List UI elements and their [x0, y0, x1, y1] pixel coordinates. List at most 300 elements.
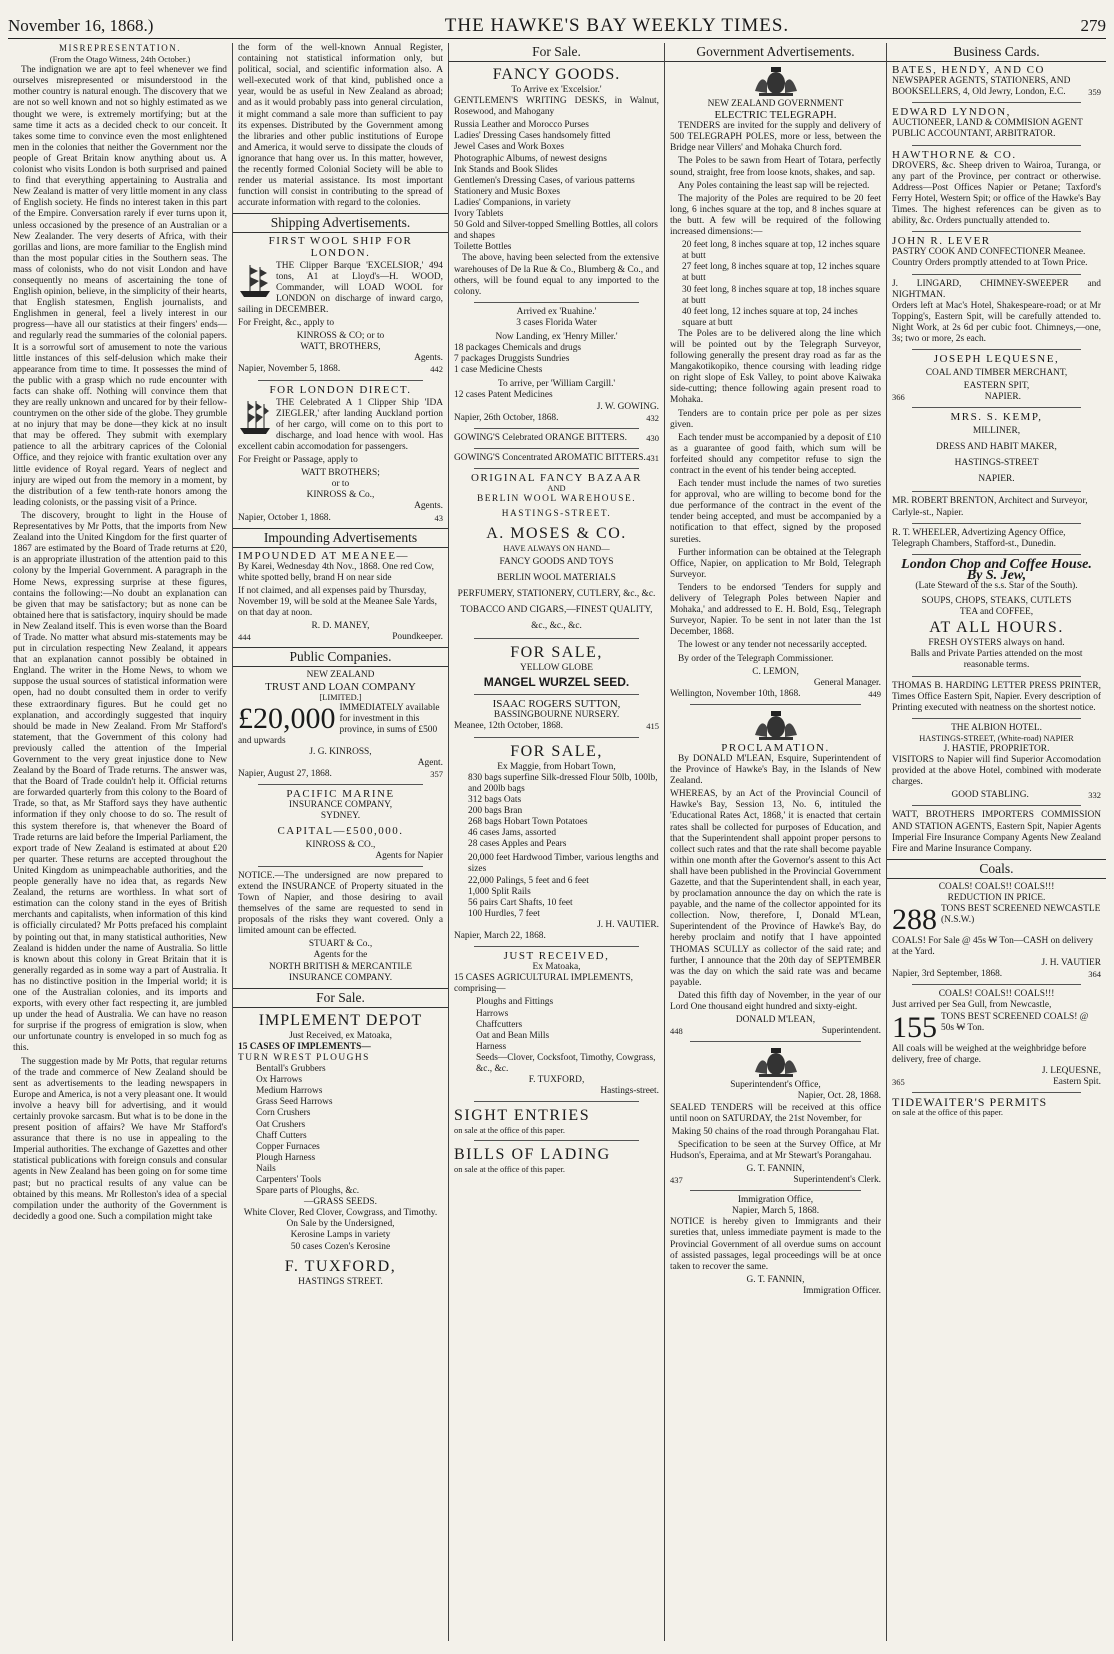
signature-title: Superintendent's Clerk. — [793, 1175, 881, 1186]
card-body: NAPIER. — [984, 392, 1021, 403]
ad-paragraph: Specification to be seen at the Survey Office, at Mr Hudson's, Eperaima, and at Mr Stewart's Porangahau. — [670, 1139, 881, 1161]
list-item: Oat and Bean Mills — [476, 1030, 550, 1041]
card-body: PASTRY COOK AND CONFECTIONER Meanee. Country Orders promptly attended to at Town Price. — [892, 247, 1088, 269]
list-item: Harness — [476, 1041, 507, 1052]
pacific-marine-ad — [238, 789, 443, 862]
agent-line: Agents. — [414, 353, 443, 364]
card-body: MILLINER, — [972, 426, 1021, 437]
impound-ad — [238, 551, 443, 644]
ad-date: Napier, October 1, 1868. — [238, 512, 331, 523]
ad-line: Superintendent's Office, — [730, 1080, 821, 1091]
list-item: 40 feet long, 12 inches square at top, 24 inches square at butt — [682, 306, 858, 328]
royal-crest-icon — [751, 709, 801, 741]
impound-title: IMPOUNDED AT MEANEE— — [238, 549, 409, 562]
list-item: Photographic Albums, of newest designs — [454, 153, 607, 164]
signature: R. D. MANEY, — [311, 621, 370, 632]
orange-bitters-ad — [454, 433, 659, 444]
card-body: DRESS AND HABIT MAKER, — [936, 442, 1057, 453]
ad-number: 442 — [430, 364, 443, 375]
list-item: Toilette Bottles — [454, 242, 512, 253]
business-card — [892, 236, 1101, 269]
ad-line: HASTINGS-STREET, (White-road) NAPIER — [919, 733, 1074, 743]
impounding-heading: Impounding Advertisements — [233, 528, 448, 548]
ad-line: YELLOW GLOBE — [520, 663, 593, 674]
ad-subtitle: [LIMITED.] — [319, 692, 362, 702]
insurance-notice — [238, 871, 443, 984]
fancy-bazaar-ad — [454, 473, 659, 634]
immigration-notice-ad — [670, 1195, 881, 1297]
ad-date: Napier, August 27, 1868. — [238, 769, 332, 780]
ad-date: Napier, March 5, 1868. — [731, 1206, 820, 1217]
signature-title: Immigration Officer. — [803, 1285, 881, 1296]
signature-address: Eastern Spit. — [1053, 1076, 1101, 1087]
ad-title: NEW ZEALAND — [306, 670, 375, 681]
ad-line: on sale at the office of this paper. — [454, 1126, 566, 1136]
ad-intro: Just Received, ex Matoaka, — [289, 1030, 392, 1041]
agent-line: KINROSS & CO., — [305, 839, 376, 850]
ad-title: BILLS OF LADING — [454, 1146, 611, 1164]
list-item: 7 packages Druggists Sundries — [454, 354, 570, 365]
signature-title: General Manager. — [813, 677, 881, 688]
ad-title: IMPLEMENT DEPOT — [258, 1011, 423, 1029]
card-name: HAWTHORNE & CO. — [892, 148, 1017, 161]
wheeler-card: R. T. WHEELER, Advertizing Agency Office, Telegraph Chambers, Stafford-st., Dunedin. — [892, 527, 1066, 549]
ad-paragraph: SEALED TENDERS will be received at this office until noon on SATURDAY, the 21st November, for — [670, 1102, 881, 1124]
for-sale-heading: For Sale. — [449, 43, 664, 62]
ad-date: Napier, November 5, 1868. — [238, 364, 341, 375]
signature: NORTH BRITISH & MERCANTILE — [269, 961, 412, 972]
ad-date: Meanee, 12th October, 1868. — [454, 721, 563, 732]
tidewaiter-permits-ad — [892, 1094, 1101, 1118]
ad-title: SIGHT ENTRIES — [454, 1107, 591, 1125]
list-item: Ivory Tablets — [454, 209, 504, 220]
ad-title: FOR SALE, — [510, 742, 603, 760]
article-paragraph: The discovery, brought to light in the House of Representatives by Mr Potts, that the imports from New Zealand into the United Kingdom for the first quarter of 1867 are estimated by the Board of Trade returns at £20, is an appropriate illustration of the attention paid to this colony by the Imperial Government. A paragraph in the Home News, expressing surprise at these figures, contains the following:—No doubt an explanation can be given that may be satisfactory; but as none can be obtained here that is satisfactory, inquiry should be made in New Zealand itself. This is even worse than the Board of Trade. No matter what absurd mis-statements may be put in circulation respecting New Zealand, it appears that an explanation cannot possibly be obtained in England. The writer in the Home News, to whom we suppose the usual sources of statistical information were open, had no doubt consulted them in order to verify these extraordinary figures. But he could get no explanation, and accordingly suggested that inquiry should be made in New Zealand. From Mr Stafford's statement, that the Government of this colony had previously called the attention of the Imperial Government to the very great injustice done to New Zealand by the Board of Trade returns. The answer was, that the Board of Trade couldn't help it. Official returns are forwarded quarterly from this colony to the Board of Trade, so that, as Mr Stafford says they have authentic information if they only choose to do so. The result of this system therefore is, that whenever the Board of Trade returns are laid before the Imperial Parliament, the export trade of New Zealand is estimated at about £20 per quarter. These returns are accepted throughout the United Kingdom as unimpeachable authorities, and the people generally have no idea that, as regards New Zealand, the returns are worthless. In what sort of estimation can the colony stand in the eyes of British merchants and capitalists, when information of this kind is officially circulated? Mr Potts prefaced his complaint by pointing out that, in many statistical authorities, New Zealand is hidden under the name of Australia. So little is known about this colony in Great Britain that it is generally regarded as in some way a part of Australia. It has no distinctive position in the Imperial world; it is one of the Australian colonies, and its imports and exports, with every other fact respecting it, are jumbled up under the head of Australia. We can have no reason for surprise if the progress of emigration is slow, when our unfortunate country is enveloped in so much fog as this. — [13, 510, 227, 1054]
ad-number: 366 — [892, 392, 905, 403]
government-heading: Government Advertisements. — [665, 43, 886, 62]
agent-line: Agents. — [414, 501, 443, 512]
article-paragraph: The suggestion made by Mr Potts, that regular returns of the trade and commerce of New Zealand should be sent as advertisements to the leading newspapers in Europe and America, is not a very pleasant one. It would involve a heavy bill for advertising, and it would certainly provoke sarcasm. But what is to be done in the present position of affairs? We have Mr Stafford's assurance that there is no use in appealing to the Imperial authorities. The exchange of Gazettes and other statistical publications with foreign consuls and consular agents in New Zealand has been going on for some time past; but no practical results of any value can be obtained by this means. Mr Rolleston's idea of a special compilation under the authority of the Government is decidedly a good one. Such a compilation might take — [13, 1056, 227, 1222]
card-name: EDWARD LYNDON, — [892, 106, 1011, 119]
coals-ad — [892, 882, 1101, 1088]
ad-paragraph: VISITORS to Napier will find Superior Accomodation provided at the above Hotel, combined with moderate charges. — [892, 755, 1101, 788]
mangel-seed-ad — [454, 643, 659, 732]
ad-body: 15 CASES AGRICULTURAL IMPLEMENTS, comprising— — [454, 973, 634, 995]
ad-paragraph: The Poles to be sawn from Heart of Totara, perfectly sound, straight, free from loose knots, shakes, and sap. — [670, 156, 881, 178]
ad-line: White Clover, Red Clover, Cowgrass, and Timothy. — [243, 1208, 438, 1219]
ad-line: AND — [547, 484, 566, 493]
list-item: 100 Hurdles, 7 feet — [468, 908, 540, 919]
ad-title: NEW ZEALAND GOVERNMENT — [707, 99, 844, 109]
ad-line: COALS! COALS!! COALS!!! — [938, 989, 1055, 1000]
ad-line: on sale at the office of this paper. — [454, 1165, 566, 1175]
list-item: 50 Gold and Silver-topped Smelling Bottles, all colors and shapes — [454, 220, 658, 242]
ad-title: ORIGINAL FANCY BAZAAR — [470, 471, 643, 484]
ad-date: Napier, 3rd September, 1868. — [892, 969, 1003, 980]
just-received-ad — [454, 951, 659, 1097]
signature: J. LEQUESNE, — [1041, 1065, 1101, 1076]
list-item: Chaffcutters — [476, 1019, 523, 1030]
ad-number: 359 — [1088, 87, 1101, 98]
signature: G. T. FANNIN, — [746, 1274, 805, 1285]
column-2 — [233, 43, 449, 1641]
vautier-for-sale-ad — [454, 742, 659, 943]
agent-line: WATT BROTHERS; — [301, 468, 380, 479]
issue-date: November 16, 1868.) — [8, 16, 154, 35]
list-item: 200 bags Bran — [468, 805, 523, 816]
ad-line: 50 cases Cozen's Kerosine — [290, 1241, 391, 1252]
card-body: Orders left at Mac's Hotel, Shakespeare-road; or at Mr Topping's, Eastern Spit, will be carefully attended to. Night Work, at 2s 6d per cubic foot. Chimneys,—one, 3s; two or more, 2s each. — [892, 300, 1101, 344]
sealed-tenders-ad — [670, 1080, 881, 1186]
list-item: Copper Furnaces — [256, 1141, 320, 1152]
signature: J. H. VAUTIER. — [597, 919, 659, 930]
ad-title: MANGEL WURZEL SEED. — [483, 675, 630, 690]
signature: INSURANCE COMPANY. — [288, 972, 393, 983]
ad-line: BASSINGBOURNE NURSERY. — [493, 710, 620, 721]
ad-line: Ex Maggie, from Hobart Town, — [497, 761, 616, 772]
ad-line: On Sale by the Undersigned, — [286, 1219, 395, 1230]
card-body: DROVERS, &c. Sheep driven to Wairoa, Turanga, or any part of the Province, per contract or otherwise. Address—Post Offices Napier or Petane; Taxford's Ferry Hotel, Western Spit; or office of the Hawke's Bay Times. The highest references can be given as to ability, &c. Orders punctually attended to. — [892, 160, 1101, 227]
ship-icon — [238, 261, 272, 299]
ad-number: 449 — [868, 688, 881, 699]
agent-line: KINROSS & Co., — [306, 490, 375, 501]
list-item: 28 cases Apples and Pears — [468, 839, 567, 850]
telegraph-tender-ad — [670, 99, 881, 700]
list-item: Corn Crushers — [256, 1108, 311, 1119]
ad-paragraph: COALS! For Sale @ 45s ₩ Ton—CASH on delivery at the Yard. — [892, 935, 1094, 958]
card-name: J. LINGARD, CHIMNEY-SWEEPER and NIGHTMAN. — [892, 278, 1101, 300]
ad-body: GENTLEMEN'S WRITING DESKS, in Walnut, Rosewood, and Mahogany — [454, 96, 659, 118]
list-item: BERLIN WOOL MATERIALS — [497, 573, 616, 584]
ad-title: TIDEWAITER'S PERMITS — [892, 1094, 1048, 1109]
ad-line: REDUCTION IN PRICE. — [947, 892, 1046, 903]
amount: £20,000 — [238, 701, 336, 735]
column-3 — [449, 43, 665, 1641]
ad-number: 364 — [1088, 969, 1101, 980]
ad-line: Arrived ex 'Ruahine.' — [516, 306, 597, 317]
page-number: 279 — [1080, 16, 1106, 35]
ad-paragraph: Any Poles containing the least sap will be rejected. — [678, 180, 870, 191]
ad-paragraph: The lowest or any tender not necessarily accepted. — [678, 640, 867, 651]
ad-title: JUST RECEIVED, — [503, 950, 610, 963]
list-item: 312 bags Oats — [468, 794, 522, 805]
ad-paragraph: Tenders are to contain price per pole as per sizes given. — [670, 408, 881, 430]
list-item: Medium Harrows — [256, 1086, 323, 1097]
article-paragraph: The indignation we are apt to feel whenever we find ourselves misrepresented or misunderstood in the mother country is natural enough. The discovery that we are not so well known and not so highly estimated as we thought we were, is extremely mortifying; but at the same time it acts as a decided check to our conceit. It takes some time to convince even the most enlightened men in the colonies that neither the Government nor the people of Great Britain know anything about us. A colonist who visits London is both surprised and pained to find that everything appertaining to Australia and New Zealand is matter of very little moment in any class of English society. He finds no interest taken in this part of the Empire. Conversation rarely if ever turns upon it, unless occasioned by the presence of an Australian or a New Zealander. The very deserts of Africa, with their gorillas and lions, are more familiar to the English mind than the most popular cities in the Southern seas. The mass of colonists, who do not visit London and have consequently no means of ascertaining the tone of English opinion, believe, in the simplicity of their hearts, that English statesmen, English journalists, and Englishmen in general, feel a lively interest in our progress—have all our statistics at their fingers' ends—and regularly read the summaries of the colonial papers. It is a sorrowful sort of amusement to note the various little instances of this self-delusion which make their appearance from time to time. It possesses the mind of the public with a grasp which no rude encounter with facts can shake off. Nothing will convince them that they are really unknown and uncared for by their fellow-countrymen on the other side of the globe. They grumble at no injury that may be done—they kick at no insult that may be offered. They submit with exemplary patience to all the arbitrary caprices of the Colonial Office, and they rejoice with frantic exultation over any little evidence of Royal regard. Years of neglect and injury are wiped out from the memory in a moment, by the distribution of a few tenth-rate honors among the leading colonists, or the passing visit of a Prince. — [13, 65, 227, 508]
business-cards-heading: Business Cards. — [887, 43, 1106, 62]
card-name: JOHN R. LEVER — [892, 235, 991, 248]
ad-line: Ex Matoaka, — [532, 962, 581, 973]
ad-paragraph: Tenders to be endorsed 'Tenders for supply and delivery of Telegraph Poles between Napier and Mohaka,' and addressed to E. H. Bold, Esq., Telegraph Surveyor, Napier. To be sent in not later than the 1st December, 1868. — [670, 582, 881, 638]
signature: G. T. FANNIN, — [746, 1163, 805, 1174]
brenton-card: MR. ROBERT BRENTON, Architect and Surveyor, Carlyle-st., Napier. — [892, 496, 1088, 518]
article-heading: MISREPRESENTATION. — [58, 43, 182, 53]
quantity: 288 — [892, 902, 937, 936]
card-body: NAPIER. — [978, 474, 1015, 485]
card-body: AUCTIONEER, LAND & COMMISION AGENT PUBLIC ACCOUNTANT, ARBITRATOR. — [892, 118, 1083, 140]
list-item: Ink Stands and Book Slides — [454, 164, 558, 175]
ad-line: Just arrived per Sea Gull, from Newcastle, — [892, 1000, 1052, 1011]
list-item: Harrows — [476, 1008, 509, 1019]
ad-title: TRUST AND LOAN COMPANY — [265, 680, 416, 693]
ad-line: SOUPS, CHOPS, STEAKS, CUTLETS — [921, 596, 1072, 607]
ad-paragraph: Each tender must include the names of two sureties for approval, who are willing to become bond for the due performance of the contract in the event of the tender being accepted, and must be accompanied by a notification to that effect, signed by the proposed sureties. — [670, 479, 881, 545]
card-name: MRS. S. KEMP, — [950, 411, 1043, 424]
ad-number: 332 — [1088, 790, 1101, 801]
ad-number: 432 — [646, 412, 659, 423]
coals-heading: Coals. — [887, 859, 1106, 879]
column-1 — [8, 43, 233, 1641]
ad-number: 430 — [646, 432, 659, 443]
ad-line: Immigration Office, — [737, 1195, 814, 1206]
harding-card: THOMAS B. HARDING LETTER PRESS PRINTER, Times Office Eastern Spit, Napier. Every description of Printing executed with neatness on the shortest notice. — [892, 680, 1101, 713]
ship-ad-excelsior — [238, 261, 443, 376]
ad-line: TEA and COFFEE, — [959, 607, 1034, 618]
list-item: FANCY GOODS AND TOYS — [499, 557, 614, 568]
ad-line: (Late Steward of the s.s. Star of the South). — [915, 581, 1078, 591]
card-name: BATES, HENDY, AND CO — [892, 64, 1045, 76]
business-card — [892, 150, 1101, 228]
business-card — [892, 107, 1101, 140]
signature-title: Poundkeeper. — [392, 632, 443, 643]
ad-line: 3 cases Florida Water — [516, 317, 597, 328]
article-source: (From the Otago Witness, 24th October.) — [49, 54, 191, 65]
signature: DONALD M'LEAN, — [735, 1015, 816, 1026]
card-body: COAL AND TIMBER MERCHANT, — [925, 368, 1068, 379]
ship-ad-body: THE Celebrated A 1 Clipper Ship 'IDA ZIEGLER,' after landing Auckland portion of her cargo, will come on to this port to discharge, and load hence with wool. Has excellent cabin accomodation for passengers. — [238, 397, 443, 452]
signature-title: Superintendent. — [821, 1026, 881, 1037]
ad-paragraph: By order of the Telegraph Commissioner. — [678, 653, 834, 664]
impound-body: By Karei, Wednesday 4th Nov., 1868. One red Cow, white spotted belly, brand H on near side — [238, 561, 434, 583]
ad-paragraph: All coals will be weighed at the weighbridge before delivery, free of charge. — [892, 1043, 1087, 1065]
ad-paragraph: Dated this fifth day of November, in the year of our Lord One thousand eight hundred and sixty-eight. — [670, 990, 881, 1013]
ad-number: 365 — [892, 1076, 905, 1087]
implement-depot-ad — [238, 1011, 443, 1288]
list-item: Jewel Cases and Work Boxes — [454, 142, 564, 153]
ad-title: PROCLAMATION. — [721, 741, 830, 754]
watt-brothers-card: WATT, BROTHERS IMPORTERS COMMISSION AND STATION AGENTS, Eastern Spit, Napier Agents Imperial Fire Insurance Company Agents New Zealand Fire and Marine Insurance Company. — [892, 810, 1101, 854]
list-item: Nails — [256, 1163, 276, 1174]
shipping-heading: Shipping Advertisements. — [233, 213, 448, 233]
list-item: TURN WREST PLOUGHS — [238, 1052, 370, 1063]
signature: J. W. GOWING. — [596, 401, 659, 412]
seller-name: ISAAC ROGERS SUTTON, — [492, 698, 621, 711]
agent-line: WATT, BROTHERS, — [300, 342, 381, 353]
agent-line: or to — [331, 479, 350, 490]
apply-line: For Freight or Passage, apply to — [238, 455, 358, 466]
list-item: Ploughs and Fittings — [476, 997, 554, 1008]
list-item: Spare parts of Ploughs, &c. — [256, 1186, 360, 1197]
trust-loan-ad — [238, 670, 443, 780]
ad-number: 448 — [670, 1026, 683, 1037]
ad-line: AT ALL HOURS. — [929, 619, 1064, 637]
ad-line: To arrive, per 'William Cargill.' — [497, 379, 616, 390]
ad-line: GOOD STABLING. — [951, 790, 1029, 801]
signature: J. G. KINROSS, — [309, 746, 372, 757]
newspaper-title: THE HAWKE'S BAY WEEKLY TIMES. — [444, 15, 790, 36]
ad-date: Napier, 26th October, 1868. — [454, 412, 559, 423]
aromatic-bitters-ad — [454, 453, 659, 464]
bills-of-lading-ad — [454, 1145, 659, 1175]
list-item: 830 bags superfine Silk-dressed Flour 50lb, 100lb, and 200lb bags — [468, 772, 658, 794]
for-sale-heading: For Sale. — [233, 988, 448, 1008]
list-item: Chaff Cutters — [256, 1130, 307, 1141]
ad-body: IMMEDIATELY available for investment in this province, in sums of £500 and upwards — [238, 702, 440, 746]
ship-ad-title: FOR LONDON DIRECT. — [269, 383, 412, 396]
ad-number: 431 — [646, 452, 659, 463]
list-item: Seeds—Clover, Cocksfoot, Timothy, Cowgrass, &c., &c. — [476, 1052, 656, 1074]
chop-house-ad — [892, 556, 1101, 672]
lequesne-card — [892, 354, 1101, 403]
ad-paragraph: TENDERS are invited for the supply and delivery of 500 TELEGRAPH POLES, more or less, between the Bridge near Villers' and Mohaka Church ford. — [670, 121, 881, 154]
ad-title: London Chop and Coffee House. — [901, 556, 1092, 572]
list-item: Ladies' Dressing Cases handsomely fitted — [454, 131, 611, 142]
signature: F. TUXFORD, — [284, 1257, 397, 1275]
sight-entries-ad — [454, 1106, 659, 1136]
list-item: PERFUMERY, STATIONERY, CUTLERY, &c., &c. — [457, 589, 656, 600]
ad-title: PACIFIC MARINE — [286, 788, 395, 801]
list-item: Grass Seed Harrows — [256, 1097, 333, 1108]
firm-name: A. MOSES & CO. — [486, 525, 627, 543]
gowing-arrivals-ad — [454, 307, 659, 424]
list-item: 1 case Medicine Chests — [454, 365, 543, 376]
list-item: Ladies' Companions, in variety — [454, 197, 571, 208]
ship-ad-body: THE Clipper Barque 'EXCELSIOR,' 494 tons, A1 at Lloyd's—H. WOOD, Commander, will LOAD WOOL for LONDON on discharge of inward cargo, sailing in DECEMBER. — [238, 260, 443, 315]
ad-title: THE ALBION HOTEL. — [951, 722, 1042, 733]
list-item: Russia Leather and Morocco Purses — [454, 120, 589, 131]
card-body: HASTINGS-STREET — [954, 458, 1039, 469]
agent-line: Agents for Napier — [375, 850, 443, 861]
list-item: Plough Harness — [256, 1152, 316, 1163]
signature: F. TUXFORD, — [528, 1075, 585, 1086]
notice-body: NOTICE.—The undersigned are now prepared to extend the INSURANCE of Property situated in the Town of Napier, and those desiring to avail themselves of the same are requested to send in proposals of the risks they want covered. Only a limited amount can be effected. — [238, 870, 443, 937]
impound-body: If not claimed, and all expenses paid by Thursday, November 19, will be sold at the Meanee Sale Yards, on that day at noon. — [238, 585, 437, 619]
signature: Agents for the — [313, 950, 368, 961]
list-item: Oat Crushers — [256, 1119, 306, 1130]
card-body: NEWSPAPER AGENTS, STATIONERS, AND BOOKSELLERS, 4, Old Jewry, London, E.C. — [892, 76, 1071, 98]
ad-title: SYDNEY. — [320, 811, 361, 822]
ad-line: Balls and Private Parties attended on the most reasonable terms. — [910, 649, 1083, 671]
ad-paragraph: The Poles are to be delivered along the line which will be pointed out by the Telegraph Surveyor, following generally the present dray road as far as the Mangakotikopiko, thence coursing with leading ridge on right slope of Esk Valley, to point above Kaiwaka side-cutting; thence following again present road to Mohaka. — [670, 328, 881, 406]
capital: CAPITAL—£500,000. — [277, 824, 404, 837]
list-item: 12 cases Patent Medicines — [454, 390, 553, 401]
list-item: 30 feet long, 8 inches square at top, 18 inches square at butt — [682, 284, 880, 306]
ad-line: J. HASTIE, PROPRIETOR. — [943, 743, 1050, 754]
signature-address: Hastings-street. — [600, 1086, 659, 1097]
list-item: 268 bags Hobart Town Potatoes — [468, 817, 588, 828]
column-5 — [887, 43, 1106, 1641]
ad-line: Kerosine Lamps in variety — [290, 1230, 391, 1241]
list-item: Stationery and Music Boxes — [454, 186, 560, 197]
public-companies-heading: Public Companies. — [233, 647, 448, 667]
business-card — [892, 279, 1101, 346]
list-item: 20,000 feet Hardwood Timber, various lengths and sizes — [468, 853, 659, 875]
signature: J. H. VAUTIER — [1041, 958, 1101, 969]
royal-crest-icon — [751, 1046, 801, 1078]
ad-title: FANCY GOODS. — [492, 66, 621, 83]
ad-title: BERLIN WOOL WAREHOUSE. — [476, 494, 637, 504]
ad-paragraph: WHEREAS, by an Act of the Provincial Council of Hawke's Bay, Session 13, No. 6, intituled the 'Educational Rates Act, 1868,' it is enacted that certain rates shall be collected for purposes of Education, and that the Superintendent shall appoint proper persons to collect such rates and that the rate shall become payable within one month after the Governor's assent to this Act shall have been published in the Provincial Government Gazette, and that the Superintendent shall, in each year, by proclamation announce the day on which the rate is payable, and the name of the collector appointed for its collection. Now, therefore, I, Donald M'Lean, Superintendent of the Province of Hawke's Bay, do hereby proclaim and notify that I have appointed THOMAS SCULLY as collector of the said rate; and further, I announce that the 20th day of SEPTEMBER was the day on which the said rate was and became payable. — [670, 789, 881, 988]
list-item: 27 feet long, 8 inches square at top, 12 inches square at butt — [682, 262, 880, 284]
signature-address: HASTINGS STREET. — [298, 1276, 383, 1287]
card-name: JOSEPH LEQUESNE, — [933, 353, 1060, 366]
ad-cases: 15 CASES OF IMPLEMENTS— — [238, 1041, 371, 1052]
ad-number: 357 — [430, 769, 443, 780]
ad-line: HASTINGS-STREET. — [501, 509, 612, 520]
ad-date: Wellington, November 10th, 1868. — [670, 688, 801, 699]
list-item: TOBACCO AND CIGARS,—FINEST QUALITY, — [460, 605, 653, 616]
card-body: EASTERN SPIT, — [963, 381, 1030, 392]
ad-title: FOR SALE, — [510, 644, 603, 662]
ad-paragraph: NOTICE is hereby given to Immigrants and their sureties that, unless immediate payment is made to the Provincial Government of all overdue sums on account of assisted passages, legal proceedings will be at once taken to recover the same. — [670, 1217, 881, 1272]
ad-number: 43 — [434, 512, 443, 523]
ad-number: 437 — [670, 1175, 683, 1186]
ad-paragraph: Further information can be obtained at the Telegraph Office, Napier, on application to Mr Bold, Telegraph Surveyor. — [670, 547, 881, 580]
list-item: Ox Harrows — [256, 1075, 303, 1086]
ad-paragraph: The majority of the Poles are required to be 20 feet long, 6 inches square at the top, and 8 inches square at the butt. A few will be required of the following increased dimensions:— — [670, 193, 881, 238]
ad-line: COALS! COALS!! COALS!!! — [938, 881, 1055, 892]
proclamation-ad — [670, 743, 881, 1037]
ad-number: 444 — [238, 632, 251, 643]
ad-line: TONS BEST SCREENED NEWCASTLE (N.S.W.) — [941, 903, 1101, 926]
ad-line: Now Landing, ex 'Henry Miller.' — [495, 331, 618, 342]
list-item: 46 cases Jams, assorted — [468, 828, 557, 839]
ad-paragraph: Making 50 chains of the road through Porangahau Flat. — [671, 1126, 880, 1137]
ad-line: FRESH OYSTERS always on hand. — [928, 638, 1065, 649]
signature-title: Agent. — [417, 758, 443, 769]
column-4 — [665, 43, 887, 1641]
signature: STUART & Co., — [308, 939, 373, 950]
agent-line: KINROSS & CO; or to — [296, 331, 385, 342]
masthead — [8, 14, 1106, 39]
royal-crest-icon — [751, 65, 801, 97]
kemp-card — [892, 412, 1101, 487]
fancy-goods-ad — [454, 65, 659, 298]
quantity: 155 — [892, 1010, 937, 1044]
list-item: 56 pairs Cart Shafts, 10 feet — [468, 897, 573, 908]
ad-date: Napier, Oct. 28, 1868. — [797, 1091, 881, 1102]
article-continued: the form of the well-known Annual Register, containing not statistical information only, but political, social, and scientific information also. A well-executed work of that kind, published once a year, would be as useful in New Zealand as abroad; and as it would probably pass into general circulation, it might command a sale more than sufficient to pay its expenses. Distributed by the Government among the libraries and other public institutions of Europe and America, it would serve to dissipate the clouds of ignorance that hang over us. In this matter, however, the recently formed Colonial Society will be able to render us material assistance. Its most important function will consist in contributing to the spread of accurate information with regard to the colonies. — [238, 43, 443, 209]
ad-body: GOWING'S Celebrated ORANGE BITTERS. — [454, 432, 628, 443]
ad-line: —GRASS SEEDS. — [304, 1197, 377, 1208]
list-item: &c., &c., &c. — [531, 621, 582, 632]
ad-paragraph: By DONALD M'LEAN, Esquire, Superintendent of the Province of Hawke's Bay, in the Islands of New Zealand. — [670, 753, 881, 787]
ad-line: TONS BEST SCREENED COALS! @ 50s ₩ Ton. — [941, 1011, 1089, 1033]
ship-icon — [238, 398, 272, 436]
ad-note: The above, having been selected from the extensive warehouses of De la Rue & Co., Blumberg & Co., and others, will be found equal to any imported to the colony. — [454, 253, 659, 297]
ad-title: By S. Jew, — [966, 567, 1027, 583]
list-item: 1,000 Split Rails — [468, 886, 531, 897]
albion-hotel-ad — [892, 723, 1101, 802]
ad-date: Napier, March 22, 1868. — [454, 930, 546, 941]
list-item: 20 feet long, 8 inches square at top, 12 inches square at butt — [682, 240, 880, 262]
ad-intro: To Arrive ex 'Excelsior.' — [511, 85, 602, 95]
list-item: 18 packages Chemicals and drugs — [454, 343, 582, 354]
ad-number: 415 — [646, 721, 659, 732]
ad-title: ELECTRIC TELEGRAPH. — [714, 109, 837, 122]
ship-ad-ida-ziegler — [238, 398, 443, 524]
ad-line: HAVE ALWAYS ON HAND— — [503, 544, 610, 554]
ad-title: INSURANCE COMPANY, — [288, 800, 393, 811]
apply-line: For Freight, &c., apply to — [238, 318, 335, 329]
list-item: 22,000 Palings, 5 feet and 6 feet — [468, 875, 589, 886]
list-item: Gentlemen's Dressing Cases, of various patterns — [454, 175, 635, 186]
ad-body: GOWING'S Concentrated AROMATIC BITTERS. — [454, 452, 646, 463]
ad-line: on sale at the office of this paper. — [892, 1108, 1004, 1117]
list-item: Carpenters' Tools — [256, 1174, 322, 1185]
ship-ad-title: FIRST WOOL SHIP FOR LONDON. — [268, 235, 413, 259]
ad-paragraph: Each tender must be accompanied by a deposit of £10 as a guarantee of good faith, which sum will be forfeited should any competitor refuse to sign the contract in the event of his tender being accepted. — [670, 432, 881, 476]
